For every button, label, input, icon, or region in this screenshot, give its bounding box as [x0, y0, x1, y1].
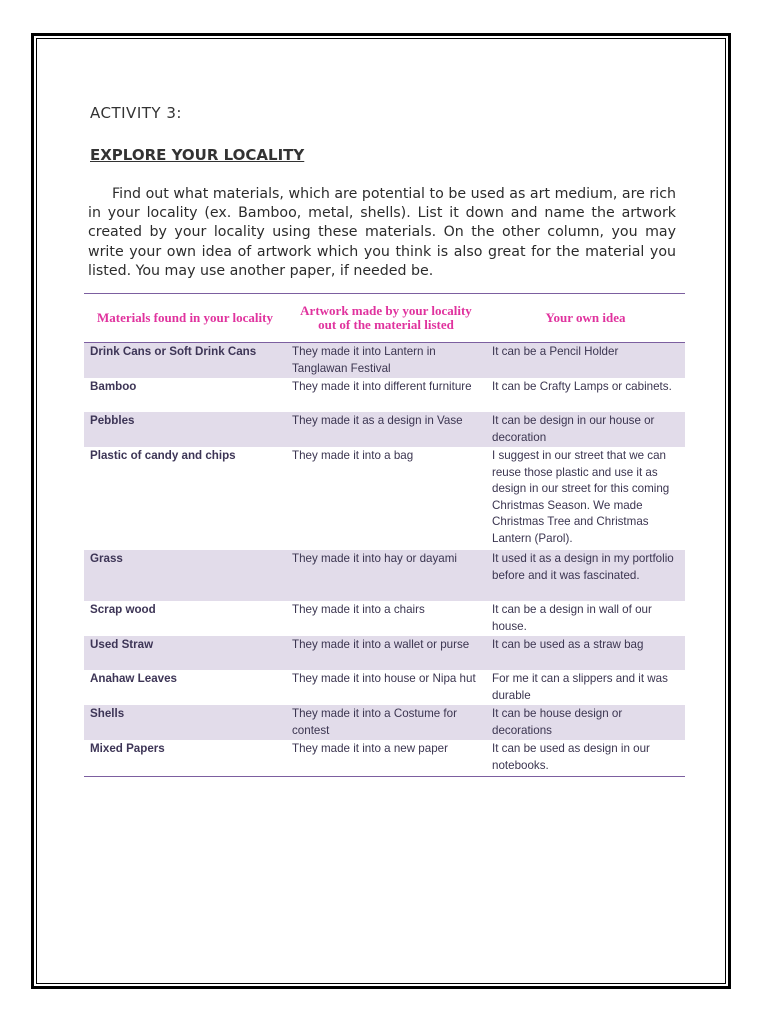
idea-cell: It can be Crafty Lamps or cabinets. [492, 380, 672, 393]
idea-cell: For me it can a slippers and it was durable [492, 672, 668, 702]
idea-cell: It used it as a design in my portfolio before and it was fascinated. [486, 550, 685, 601]
artwork-cell: They made it into house or Nipa hut [292, 672, 476, 685]
header-own-idea: Your own idea [545, 309, 626, 325]
idea-cell: It can be used as a straw bag [486, 636, 685, 670]
section-title: EXPLORE YOUR LOCALITY [90, 146, 305, 164]
materials-table [84, 293, 685, 777]
table-row [84, 705, 685, 740]
table-row [84, 343, 685, 379]
table-row [84, 740, 685, 776]
artwork-cell: They made it into a new paper [292, 742, 448, 755]
table-row [84, 601, 685, 636]
material-cell: Used Straw [84, 636, 286, 670]
artwork-cell: They made it into Lantern in Tanglawan Festival [286, 343, 486, 379]
table-row [84, 412, 685, 447]
artwork-cell [286, 378, 486, 412]
material-cell: Drink Cans or Soft Drink Cans [84, 343, 286, 379]
artwork-cell: They made it into a wallet or purse [286, 636, 486, 670]
table-row [84, 447, 685, 550]
material-cell: Bamboo [90, 380, 137, 393]
material-cell: Scrap wood [90, 603, 156, 616]
instructions-paragraph: Find out what materials, which are potential to be used as art medium, are rich in your locality (ex. Bamboo, metal, shells). List it down and name the artwork created by your locality using these materials. On the other column, you may write your own idea of artwork which you think is also great for the material you listed. You may use another paper, if needed be. [88, 186, 676, 279]
header-artwork: Artwork made by your locality out of the material listed [300, 302, 472, 332]
idea-cell: It can be a design in wall of our house. [492, 603, 652, 633]
table-row [84, 636, 685, 670]
artwork-cell-text: They made it into different furniture [292, 380, 472, 393]
material-cell: Pebbles [84, 412, 286, 447]
table-row [84, 378, 685, 412]
artwork-cell: They made it into a chairs [292, 603, 425, 616]
material-cell: Grass [84, 550, 286, 601]
idea-cell: It can be house design or decorations [486, 705, 685, 740]
activity-label: ACTIVITY 3: [90, 104, 182, 122]
artwork-cell: They made it into hay or dayami [286, 550, 486, 601]
header-materials: Materials found in your locality [97, 309, 273, 325]
idea-cell: It can be used as design in our notebooks. [492, 742, 650, 772]
idea-cell: It can be a Pencil Holder [486, 343, 685, 379]
artwork-cell: They made it into a bag [292, 449, 414, 462]
material-cell: Shells [84, 705, 286, 740]
table-row [84, 670, 685, 705]
idea-cell: I suggest in our street that we can reuse those plastic and use it as design in our street for this coming Christmas Season. We made Christmas Tree and Christmas Lantern (Parol). [492, 449, 670, 545]
table-row [84, 550, 685, 601]
artwork-cell: They made it into a Costume for contest [286, 705, 486, 740]
material-cell: Anahaw Leaves [90, 672, 177, 685]
artwork-cell: They made it as a design in Vase [286, 412, 486, 447]
material-cell: Mixed Papers [90, 742, 165, 755]
material-cell: Plastic of candy and chips [90, 449, 236, 462]
idea-cell: It can be design in our house or decoration [486, 412, 685, 447]
table-header-row [84, 294, 685, 343]
